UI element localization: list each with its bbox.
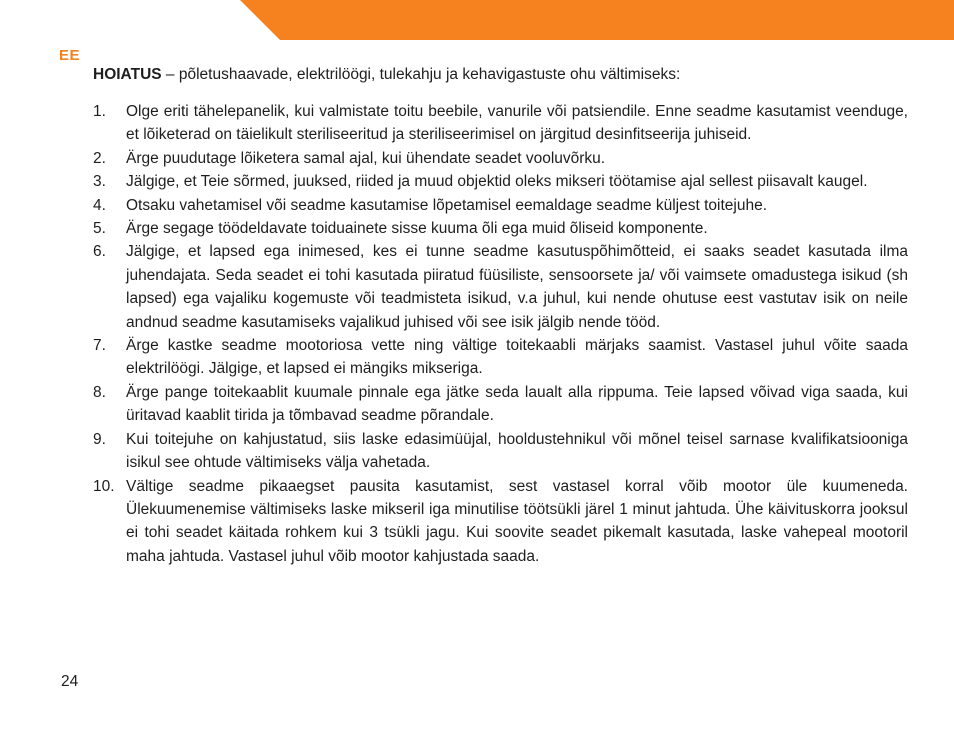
list-item bbox=[93, 240, 908, 334]
list-item-number: 2. bbox=[93, 149, 106, 167]
list-item-number: 4. bbox=[93, 196, 106, 214]
list-item bbox=[93, 170, 908, 193]
list-item-text: Jälgige, et lapsed ega inimesed, kes ei tunne seadme kasutuspõhimõtteid, ei saaks seadet kasutada ilma juhendajata. Seda seadet ei tohi kasutada piiratud füüsiliste, sensoorsete ja/ või vaimsete omadustega isikud (sh lapsed) ega vajaliku kogemuste või teadmisteta isikud, v.a juhul, kui nende ohutuse eest vastutav isik on neile andnud seadme kasutamiseks vajalikud juhised või see isik jälgib nende tööd. bbox=[126, 243, 908, 331]
warning-heading bbox=[93, 64, 680, 86]
list-item-text: Ärge segage töödeldavate toiduainete sisse kuuma õli ega muid õliseid komponente. bbox=[126, 220, 708, 238]
list-item-text: Vältige seadme pikaaegset pausita kasutamist, sest vastasel korral võib mootor üle kuumeneda. Ülekuumenemise vältimiseks laske mikseril iga minutilise töötsükli järel 1 minut jahtuda. Ühe käivituskorra jooksul ei tohi seadet käitada rohkem kui 3 tsükli jagu. Kui soovite seadet pikemalt kasutada, laske vahepeal mootoril maha jahtuda. Vastasel juhul võib mootor kahjustada saada. bbox=[126, 477, 908, 565]
list-item-text: Otsaku vahetamisel või seadme kasutamise lõpetamisel eemaldage seadme küljest toitejuhe. bbox=[126, 196, 768, 214]
language-label: EE bbox=[59, 47, 81, 64]
list-item-text: Kui toitejuhe on kahjustatud, siis laske edasimüüjal, hooldustehnikul või mõnel teisel sarnase kvalifikatsiooniga isikul see ohtude vältimiseks välja vahetada. bbox=[126, 430, 908, 472]
list-item bbox=[93, 147, 908, 170]
list-item-number: 9. bbox=[93, 430, 106, 448]
page-number: 24 bbox=[61, 673, 79, 690]
list-item-text: Ärge puudutage lõiketera samal ajal, kui ühendate seadet vooluvõrku. bbox=[126, 149, 606, 167]
warning-keyword: HOIATUS bbox=[93, 66, 162, 83]
list-item bbox=[93, 100, 908, 147]
list-item-number: 10. bbox=[93, 477, 115, 495]
list-item-number: 8. bbox=[93, 383, 106, 401]
list-item bbox=[93, 428, 908, 475]
list-item-text: Olge eriti tähelepanelik, kui valmistate toitu beebile, vanurile või patsiendile. Enne seadme kasutamist veenduge, et lõiketerad on täielikult steriliseeritud ja steriliseerimisel on järgitud desinfitseerija juhiseid. bbox=[126, 103, 908, 144]
list-item bbox=[93, 217, 908, 240]
list-item-text: Ärge pange toitekaablit kuumale pinnale ega jätke seda laualt alla rippuma. Teie lapsed võivad viga saada, kui üritavad kaablit tirida ja tõmbavad seadme põrandale. bbox=[126, 383, 908, 425]
list-item bbox=[93, 381, 908, 428]
list-item-number: 3. bbox=[93, 173, 106, 191]
list-item-number: 6. bbox=[93, 243, 106, 261]
list-item-number: 5. bbox=[93, 220, 106, 238]
warning-text: – põletushaavade, elektrilöögi, tulekahju ja kehavigastuste ohu vältimiseks: bbox=[161, 66, 681, 83]
list-item bbox=[93, 475, 908, 569]
list-item-number: 7. bbox=[93, 337, 106, 355]
list-item bbox=[93, 194, 908, 217]
list-item bbox=[93, 334, 908, 381]
safety-list bbox=[93, 100, 908, 568]
header-band bbox=[240, 0, 954, 40]
list-item-text: Jälgige, et Teie sõrmed, juuksed, riided ja muud objektid oleks mikseri töötamise ajal sellest piisavalt kaugel. bbox=[126, 173, 868, 191]
list-item-text: Ärge kastke seadme mootoriosa vette ning vältige toitekaabli märjaks saamist. Vastasel juhul võite saada elektrilöögi. Jälgige, et lapsed ei mängiks mikseriga. bbox=[126, 337, 908, 378]
list-item-number: 1. bbox=[93, 103, 106, 120]
